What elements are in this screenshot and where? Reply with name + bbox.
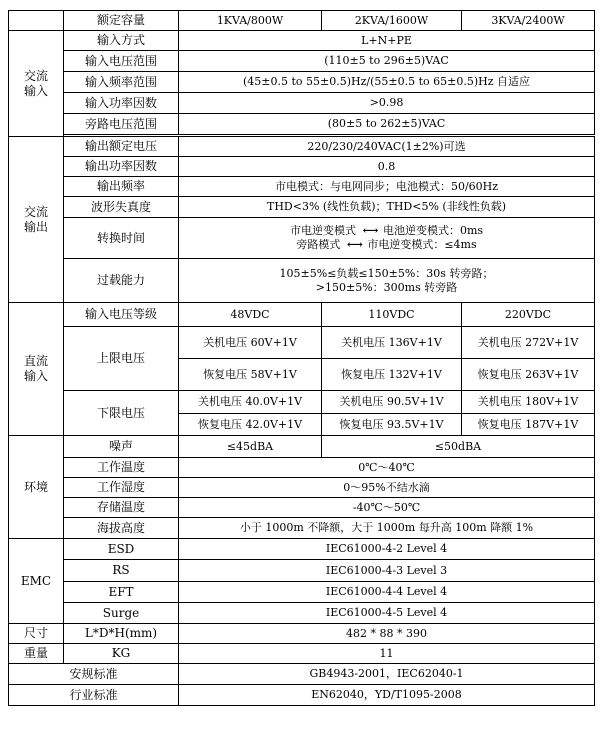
param-value: GB4943-2001，IEC62040-1	[179, 664, 595, 685]
transfer-mode-left: 旁路模式	[296, 238, 341, 251]
header-col3: 3KVA/2400W	[462, 11, 595, 31]
param-value: 0～95%不结水滴	[179, 478, 595, 498]
category-ac-output: 交流 输出	[9, 137, 64, 303]
param-value: IEC61000-4-4 Level 4	[179, 582, 595, 603]
overload-line-2: >150±5%：300ms 转旁路	[315, 280, 458, 294]
category-ac-input: 交流 输入	[9, 31, 64, 137]
param-value: >0.98	[179, 93, 595, 114]
param-label: 输入频率范围	[64, 72, 179, 93]
transfer-mode-right: 市电逆变模式：≤4ms	[367, 238, 477, 251]
dc-level-col3: 220VDC	[462, 303, 595, 327]
param-value: 小于 1000m 不降额，大于 1000m 每升高 100m 降额 1%	[179, 518, 595, 539]
param-label: 输入功率因数	[64, 93, 179, 114]
param-value: 220/230/240VAC(1±2%)可选	[179, 137, 595, 157]
spec-table	[8, 10, 595, 706]
param-value: IEC61000-4-5 Level 4	[179, 603, 595, 624]
dc-value: 关机电压 40.0V+1V	[179, 391, 322, 414]
ac-output-row-transfer	[9, 218, 595, 259]
param-value: 0℃～40℃	[179, 458, 595, 478]
double-arrow-icon: ⟷	[362, 224, 377, 238]
weight-row	[9, 644, 595, 664]
transfer-line-1	[182, 224, 591, 238]
param-label: 上限电压	[64, 327, 179, 391]
param-label: 工作温度	[64, 458, 179, 478]
param-value: IEC61000-4-3 Level 3	[179, 560, 595, 582]
param-value: 0.8	[179, 157, 595, 177]
dc-lower-row-shutdown	[9, 391, 595, 414]
category-dc-input: 直流 输入	[9, 303, 64, 436]
dc-level-col1: 48VDC	[179, 303, 322, 327]
size-row	[9, 624, 595, 644]
noise-col1: ≤45dBA	[179, 436, 322, 458]
header-col2: 2KVA/1600W	[322, 11, 462, 31]
dc-value: 关机电压 60V+1V	[179, 327, 322, 359]
category-safety: 安规标准	[9, 664, 179, 685]
param-label: 过载能力	[64, 259, 179, 303]
emc-row-rs	[9, 560, 595, 582]
param-value: 市电模式：与电网同步；电池模式：50/60Hz	[179, 177, 595, 197]
env-row-noise	[9, 436, 595, 458]
param-label: 输出额定电压	[64, 137, 179, 157]
ac-output-row-frequency	[9, 177, 595, 197]
emc-row-esd	[9, 539, 595, 560]
param-value: IEC61000-4-2 Level 4	[179, 539, 595, 560]
param-value: (45±0.5 to 55±0.5)Hz/(55±0.5 to 65±0.5)Hz 自适应	[179, 72, 595, 93]
category-weight: 重量	[9, 644, 64, 664]
dc-value: 关机电压 180V+1V	[462, 391, 595, 414]
param-label: 海拔高度	[64, 518, 179, 539]
transfer-line-2	[182, 238, 591, 252]
ac-output-row-overload	[9, 259, 595, 303]
param-label: 输出频率	[64, 177, 179, 197]
param-value: (110±5 to 296±5)VAC	[179, 51, 595, 72]
dc-level-col2: 110VDC	[322, 303, 462, 327]
param-label: ESD	[64, 539, 179, 560]
ac-input-row-voltage	[9, 51, 595, 72]
env-row-altitude	[9, 518, 595, 539]
param-label: 输出功率因数	[64, 157, 179, 177]
param-label: 输入电压范围	[64, 51, 179, 72]
param-value: 482 * 88 * 390	[179, 624, 595, 644]
dc-value: 恢复电压 132V+1V	[322, 359, 462, 391]
overload-value	[179, 259, 595, 303]
ac-input-row-frequency	[9, 72, 595, 93]
dc-value: 关机电压 272V+1V	[462, 327, 595, 359]
param-value: (80±5 to 262±5)VAC	[179, 114, 595, 135]
param-label: 噪声	[64, 436, 179, 458]
ac-input-row-pf	[9, 93, 595, 114]
param-label: L*D*H(mm)	[64, 624, 179, 644]
transfer-mode-right: 电池逆变模式：0ms	[382, 224, 484, 238]
param-value: -40℃～50℃	[179, 498, 595, 518]
dc-value: 恢复电压 42.0V+1V	[179, 414, 322, 436]
param-label: KG	[64, 644, 179, 664]
ac-input-row-bypass	[9, 114, 595, 135]
param-label: 下限电压	[64, 391, 179, 436]
emc-row-surge	[9, 603, 595, 624]
transfer-mode-left: 市电逆变模式	[289, 224, 356, 238]
dc-value: 关机电压 136V+1V	[322, 327, 462, 359]
header-col1: 1KVA/800W	[179, 11, 322, 31]
env-row-storage	[9, 498, 595, 518]
header-row	[9, 11, 595, 31]
header-param: 额定容量	[64, 11, 179, 31]
header-blank-cell	[9, 11, 64, 31]
env-row-temperature	[9, 458, 595, 478]
dc-upper-row-shutdown	[9, 327, 595, 359]
param-label: 输入电压等级	[64, 303, 179, 327]
category-environment: 环境	[9, 436, 64, 539]
ac-output-row-thd	[9, 197, 595, 218]
noise-col23: ≤50dBA	[322, 436, 595, 458]
industry-row	[9, 685, 595, 706]
category-emc: EMC	[9, 539, 64, 624]
ac-input-row-method	[9, 31, 595, 51]
param-label: EFT	[64, 582, 179, 603]
dc-value: 恢复电压 58V+1V	[179, 359, 322, 391]
category-industry: 行业标准	[9, 685, 179, 706]
param-label: RS	[64, 560, 179, 582]
param-value: L+N+PE	[179, 31, 595, 51]
param-value: THD<3% (线性负载)；THD<5% (非线性负载)	[179, 197, 595, 218]
param-value: EN62040，YD/T1095-2008	[179, 685, 595, 706]
param-label: 旁路电压范围	[64, 114, 179, 135]
dc-value: 关机电压 90.5V+1V	[322, 391, 462, 414]
param-label: 工作湿度	[64, 478, 179, 498]
overload-line-1: 105±5%≤负载≤150±5%：30s 转旁路；	[279, 266, 494, 280]
transfer-time-value	[179, 218, 595, 259]
ac-output-row-rated	[9, 137, 595, 157]
param-label: 输入方式	[64, 31, 179, 51]
param-label: 波形失真度	[64, 197, 179, 218]
param-label: 存储温度	[64, 498, 179, 518]
param-label: Surge	[64, 603, 179, 624]
category-size: 尺寸	[9, 624, 64, 644]
dc-value: 恢复电压 263V+1V	[462, 359, 595, 391]
param-value: 11	[179, 644, 595, 664]
emc-row-eft	[9, 582, 595, 603]
dc-input-row-level	[9, 303, 595, 327]
safety-row	[9, 664, 595, 685]
ac-output-row-pf	[9, 157, 595, 177]
double-arrow-icon: ⟷	[346, 238, 361, 251]
param-label: 转换时间	[64, 218, 179, 259]
dc-value: 恢复电压 93.5V+1V	[322, 414, 462, 436]
dc-value: 恢复电压 187V+1V	[462, 414, 595, 436]
env-row-humidity	[9, 478, 595, 498]
